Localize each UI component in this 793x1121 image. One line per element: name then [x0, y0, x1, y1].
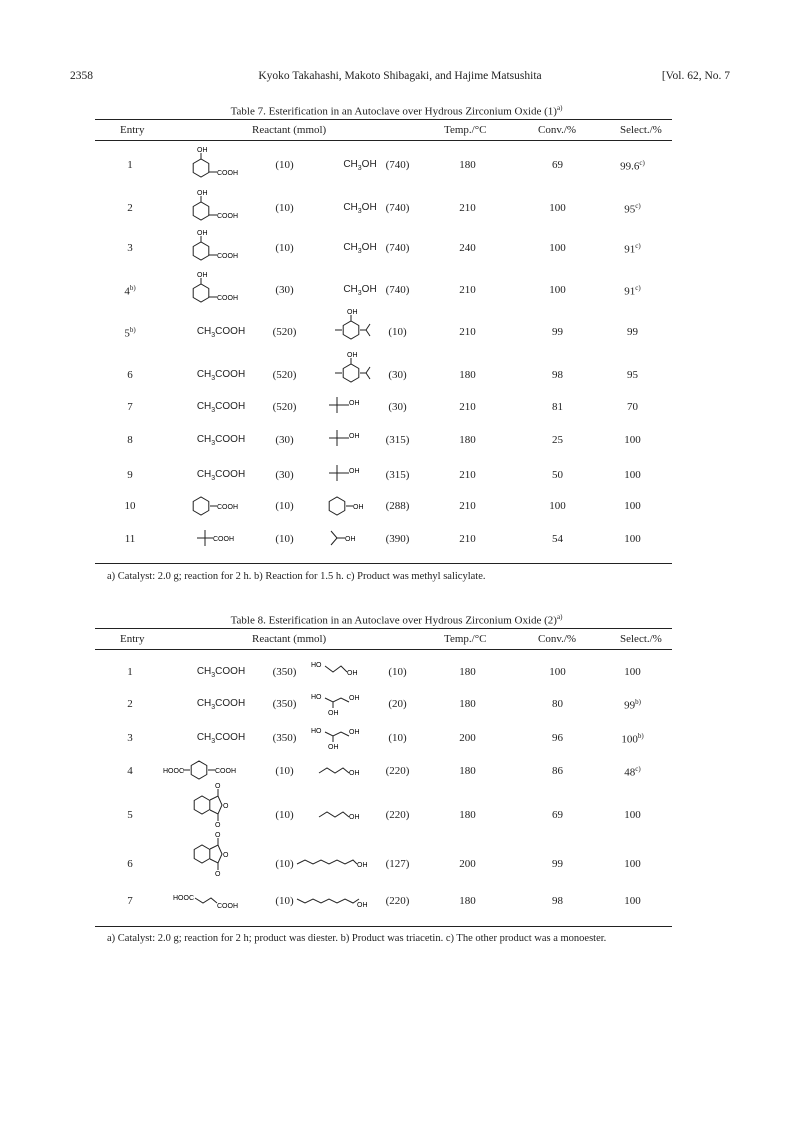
reactant2-amount: (390) [385, 533, 410, 545]
temp-cell: 210 [459, 401, 476, 413]
ethylene-glycol-structure [309, 658, 369, 682]
decanol-structure [295, 891, 379, 909]
conv-cell: 69 [552, 809, 563, 821]
temp-cell: 180 [459, 369, 476, 381]
select-cell: 100$^{b)}$ [621, 732, 644, 746]
octanol-structure [295, 854, 379, 872]
select-cell: 100 [624, 434, 641, 446]
table-row [95, 190, 672, 242]
entry-cell: 4 [127, 765, 133, 777]
reactant2-amount: (10) [388, 666, 407, 678]
reactant1-amount: (10) [275, 809, 294, 821]
temp-cell: 180 [459, 434, 476, 446]
svg-text:COOH: COOH [217, 504, 238, 511]
svg-text:OH: OH [349, 770, 360, 777]
reactant1-amount: (10) [275, 500, 294, 512]
reactant1-amount: (30) [275, 434, 294, 446]
tert-butanol-structure [327, 426, 367, 448]
temp-cell: 180 [459, 895, 476, 907]
svg-text:OH: OH [349, 400, 360, 407]
reactant1-amount: (350) [272, 732, 297, 744]
svg-text:COOH: COOH [217, 903, 238, 910]
svg-text:HOOC: HOOC [173, 895, 194, 902]
table-row [95, 434, 672, 474]
table8-bottom-rule [95, 926, 672, 927]
svg-text:OH: OH [328, 710, 339, 716]
conv-cell: 25 [552, 434, 563, 446]
table7-col-select: Select./% [620, 124, 662, 136]
reactant2-amount: (20) [388, 698, 407, 710]
reactant2-amount: (288) [385, 500, 410, 512]
glycerol-structure [309, 690, 369, 716]
select-cell: 100 [624, 895, 641, 907]
table-row [95, 765, 672, 805]
reactant1-amount: (10) [275, 533, 294, 545]
salicylic-acid-structure [187, 145, 249, 181]
svg-text:OH: OH [328, 744, 339, 750]
table7-top-rule [95, 119, 672, 120]
menthol-structure [319, 306, 389, 344]
conv-cell: 69 [552, 159, 563, 171]
temp-cell: 210 [459, 469, 476, 481]
svg-text:OH: OH [349, 814, 360, 821]
phthalic-anhydride-structure [190, 783, 230, 827]
table8-header-rule [95, 649, 672, 650]
salicylic-acid-structure [187, 228, 249, 264]
table8-top-rule [95, 628, 672, 629]
svg-text:OH: OH [357, 902, 368, 909]
reactant1-amount: (520) [272, 401, 297, 413]
select-cell: 100 [624, 533, 641, 545]
reactant2-amount: (740) [385, 242, 410, 254]
svg-text:O: O [215, 871, 221, 876]
table8-col-temp: Temp./°C [444, 633, 487, 645]
svg-text:OH: OH [349, 729, 360, 736]
svg-text:COOH: COOH [213, 536, 234, 543]
temp-cell: 200 [459, 858, 476, 870]
reactant1-formula: $CH_3COOH$ [196, 666, 246, 679]
conv-cell: 100 [549, 666, 566, 678]
svg-text:HO: HO [311, 728, 322, 735]
svg-text:COOH: COOH [217, 170, 238, 177]
svg-text:OH: OH [347, 352, 358, 359]
phthalic-anhydride-structure [190, 832, 230, 876]
select-cell: 100 [624, 809, 641, 821]
table-row [95, 230, 672, 282]
select-cell: 100 [624, 469, 641, 481]
select-cell: 95 [627, 369, 638, 381]
table-row [95, 783, 672, 849]
cyclohexanecarboxylic-acid-structure [187, 494, 247, 518]
table7-col-temp: Temp./°C [444, 124, 487, 136]
entry-cell: 1 [127, 666, 133, 678]
select-cell: 91$^{c)}$ [624, 284, 641, 298]
entry-cell: 3 [127, 242, 133, 254]
reactant2-amount: (10) [388, 732, 407, 744]
entry-cell: 7 [127, 401, 133, 413]
svg-text:O: O [215, 832, 221, 839]
temp-cell: 240 [459, 242, 476, 254]
reactant1-amount: (350) [272, 698, 297, 710]
entry-cell: 8 [127, 434, 133, 446]
svg-text:OH: OH [357, 862, 368, 869]
glycerol-structure [309, 724, 369, 750]
select-cell: 100 [624, 500, 641, 512]
table7-col-conv: Conv./% [538, 124, 577, 136]
reactant2-formula: $CH_3OH$ [343, 284, 377, 297]
isopropanol-structure [327, 527, 367, 549]
table7-col-reactant: Reactant (mmol) [252, 124, 327, 136]
table7-col-entry: Entry [120, 124, 145, 136]
reactant1-formula: $CH_3COOH$ [196, 326, 246, 339]
terephthalic-acid-structure [163, 759, 253, 781]
reactant2-amount: (740) [385, 202, 410, 214]
reactant2-formula: $CH_3OH$ [343, 202, 377, 215]
svg-text:COOH: COOH [217, 213, 238, 220]
svg-text:COOH: COOH [215, 768, 236, 775]
conv-cell: 96 [552, 732, 563, 744]
svg-text:OH: OH [345, 536, 356, 543]
entry-cell: 5 [127, 809, 133, 821]
reactant1-amount: (10) [275, 202, 294, 214]
reactant2-amount: (220) [385, 809, 410, 821]
temp-cell: 200 [459, 732, 476, 744]
temp-cell: 180 [459, 765, 476, 777]
svg-text:OH: OH [197, 230, 208, 237]
entry-cell: 7 [127, 895, 133, 907]
entry-cell: 1 [127, 159, 133, 171]
table8-col-entry: Entry [120, 633, 145, 645]
select-cell: 95$^{c)}$ [624, 202, 641, 216]
svg-text:O: O [215, 822, 221, 827]
conv-cell: 99 [552, 858, 563, 870]
select-cell: 48$^{c)}$ [624, 765, 641, 779]
select-cell: 70 [627, 401, 638, 413]
reactant1-formula: $CH_3COOH$ [196, 369, 246, 382]
pivalic-acid-structure [195, 527, 245, 549]
temp-cell: 210 [459, 284, 476, 296]
table8-caption: Table 8. Esterification in an Autoclave over Hydrous Zirconium Oxide $(2)^{a)}$ [230, 613, 563, 627]
temp-cell: 210 [459, 500, 476, 512]
reactant1-amount: (350) [272, 666, 297, 678]
table-row [95, 147, 672, 199]
reactant2-formula: $CH_3OH$ [343, 242, 377, 255]
volume-label: [Vol. 62, No. 7 [661, 70, 730, 82]
tert-butanol-structure [327, 393, 367, 415]
reactant1-formula: $CH_3COOH$ [196, 469, 246, 482]
svg-text:COOH: COOH [217, 295, 238, 302]
conv-cell: 54 [552, 533, 563, 545]
entry-cell: 6 [127, 369, 133, 381]
reactant2-amount: (740) [385, 159, 410, 171]
svg-text:OH: OH [349, 468, 360, 475]
reactant2-amount: (220) [385, 765, 410, 777]
entry-cell: 2 [127, 698, 133, 710]
reactant2-amount: (220) [385, 895, 410, 907]
tert-butanol-structure [327, 461, 367, 483]
reactant2-amount: (315) [385, 434, 410, 446]
temp-cell: 210 [459, 202, 476, 214]
reactant1-amount: (10) [275, 895, 294, 907]
temp-cell: 180 [459, 666, 476, 678]
reactant2-amount: (740) [385, 284, 410, 296]
temp-cell: 210 [459, 533, 476, 545]
table-row [95, 895, 672, 935]
select-cell: 100 [624, 858, 641, 870]
svg-text:HO: HO [311, 694, 322, 701]
svg-text:OH: OH [349, 695, 360, 702]
conv-cell: 80 [552, 698, 563, 710]
conv-cell: 100 [549, 202, 566, 214]
butanol-structure [317, 761, 377, 781]
reactant1-amount: (520) [272, 369, 297, 381]
reactant1-formula: $CH_3COOH$ [196, 732, 246, 745]
salicylic-acid-structure [187, 270, 249, 306]
svg-text:OH: OH [349, 433, 360, 440]
butanol-structure [317, 805, 377, 825]
reactant1-amount: (30) [275, 469, 294, 481]
reactant1-amount: (30) [275, 284, 294, 296]
temp-cell: 180 [459, 159, 476, 171]
svg-text:HO: HO [311, 662, 322, 669]
reactant1-amount: (10) [275, 765, 294, 777]
svg-text:O: O [223, 803, 229, 810]
table8-footnote: a) Catalyst: 2.0 g; reaction for 2 h; product was diester. b) Product was triacetin. c) The other product was a monoester. [107, 933, 607, 944]
svg-text:COOH: COOH [217, 253, 238, 260]
select-cell: 99$^{b)}$ [624, 698, 641, 712]
svg-text:O: O [223, 852, 229, 859]
svg-text:HOOC: HOOC [163, 768, 184, 775]
temp-cell: 180 [459, 809, 476, 821]
temp-cell: 210 [459, 326, 476, 338]
conv-cell: 81 [552, 401, 563, 413]
svg-text:OH: OH [197, 147, 208, 154]
svg-text:OH: OH [197, 190, 208, 197]
reactant1-amount: (10) [275, 242, 294, 254]
entry-cell: 9 [127, 469, 133, 481]
reactant1-formula: $CH_3COOH$ [196, 401, 246, 414]
reactant2-amount: (127) [385, 858, 410, 870]
reactant1-amount: (520) [272, 326, 297, 338]
select-cell: 99.6$^{c)}$ [620, 159, 645, 173]
entry-cell: 3 [127, 732, 133, 744]
salicylic-acid-structure [187, 188, 249, 224]
succinic-acid-structure [173, 889, 253, 911]
reactant2-formula: $CH_3OH$ [343, 159, 377, 172]
svg-text:O: O [215, 783, 221, 790]
reactant2-amount: (30) [388, 401, 407, 413]
table8-col-select: Select./% [620, 633, 662, 645]
svg-text:OH: OH [347, 309, 358, 316]
entry-cell: 5$^{b)}$ [124, 326, 136, 340]
svg-text:OH: OH [347, 670, 358, 677]
running-authors: Kyoko Takahashi, Makoto Shibagaki, and Hajime Matsushita [258, 70, 542, 82]
table7-header-rule [95, 140, 672, 141]
temp-cell: 180 [459, 698, 476, 710]
reactant2-amount: (30) [388, 369, 407, 381]
menthol-structure [319, 349, 389, 387]
conv-cell: 99 [552, 326, 563, 338]
entry-cell: 2 [127, 202, 133, 214]
reactant1-amount: (10) [275, 858, 294, 870]
reactant2-amount: (315) [385, 469, 410, 481]
table7-bottom-rule [95, 563, 672, 564]
entry-cell: 10 [124, 500, 136, 512]
conv-cell: 86 [552, 765, 563, 777]
conv-cell: 100 [549, 284, 566, 296]
reactant1-amount: (10) [275, 159, 294, 171]
table7-footnote: a) Catalyst: 2.0 g; reaction for 2 h. b) Reaction for 1.5 h. c) Product was methyl salicylate. [107, 571, 486, 582]
svg-text:OH: OH [197, 272, 208, 279]
conv-cell: 98 [552, 369, 563, 381]
select-cell: 100 [624, 666, 641, 678]
cyclohexanol-structure [323, 494, 373, 518]
entry-cell: 11 [124, 533, 136, 545]
table8-col-reactant: Reactant (mmol) [252, 633, 327, 645]
select-cell: 91$^{c)}$ [624, 242, 641, 256]
entry-cell: 4$^{b)}$ [124, 284, 136, 298]
table7-caption: Table 7. Esterification in an Autoclave over Hydrous Zirconium Oxide $(1)^{a)}$ [230, 104, 563, 118]
table8-col-conv: Conv./% [538, 633, 577, 645]
select-cell: 99 [627, 326, 638, 338]
reactant1-formula: $CH_3COOH$ [196, 698, 246, 711]
reactant1-formula: $CH_3COOH$ [196, 434, 246, 447]
reactant2-amount: (10) [388, 326, 407, 338]
table-row [95, 533, 672, 573]
conv-cell: 100 [549, 500, 566, 512]
conv-cell: 50 [552, 469, 563, 481]
conv-cell: 100 [549, 242, 566, 254]
page-number: 2358 [70, 70, 93, 82]
entry-cell: 6 [127, 858, 133, 870]
svg-text:OH: OH [353, 504, 364, 511]
conv-cell: 98 [552, 895, 563, 907]
